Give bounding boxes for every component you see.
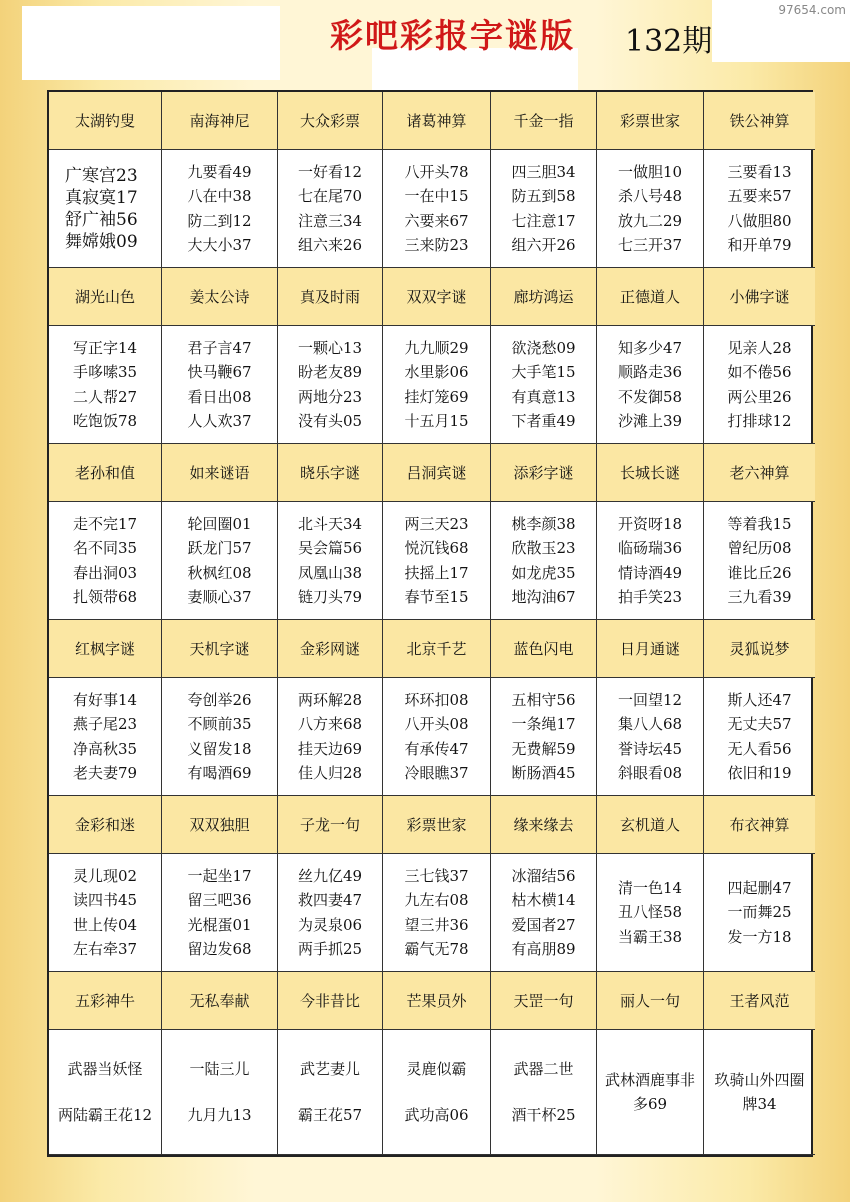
riddle-line: 枯木横14 xyxy=(511,891,576,909)
riddle-cell xyxy=(597,326,704,444)
column-header: 吕洞宾谜 xyxy=(383,444,491,502)
riddle-line: 挂灯笼69 xyxy=(404,387,469,406)
riddle-line: 四起删47 xyxy=(727,878,792,897)
riddle-line: 武器二世 xyxy=(513,1059,574,1078)
riddle-line: 曾纪历08 xyxy=(727,539,792,557)
riddle-line: 手哆嗦35 xyxy=(72,363,138,381)
riddle-line: 依旧和19 xyxy=(727,764,792,782)
riddle-line: 挂天边69 xyxy=(297,739,363,758)
riddle-line: 春节至15 xyxy=(404,588,469,606)
riddle-line: 大手笔15 xyxy=(511,363,576,381)
site-watermark: 97654.com xyxy=(778,3,846,17)
riddle-line: 知多少47 xyxy=(617,338,683,357)
riddle-line: 九要看49 xyxy=(187,162,252,181)
riddle-line: 真寂寞17 xyxy=(65,187,138,208)
riddle-line: 五要来57 xyxy=(727,187,792,205)
riddle-line: 无丈夫57 xyxy=(727,715,792,733)
riddle-line: 等着我15 xyxy=(727,514,792,533)
riddle-cell xyxy=(49,502,162,620)
riddle-line: 八在中38 xyxy=(187,187,252,205)
riddle-line: 临砀瑞36 xyxy=(617,539,683,557)
column-header: 老六神算 xyxy=(704,444,815,502)
riddle-line: 舒广袖56 xyxy=(65,209,138,230)
riddle-line: 十五月15 xyxy=(404,412,469,430)
riddle-line: 八做胆80 xyxy=(727,211,792,230)
column-header: 廊坊鸿运 xyxy=(491,268,597,326)
riddle-line: 两公里26 xyxy=(727,387,792,406)
riddle-line: 六要来67 xyxy=(404,211,469,230)
riddle-line: 舞嫦娥09 xyxy=(65,231,138,252)
column-header: 晓乐字谜 xyxy=(278,444,383,502)
riddle-line: 丑八怪58 xyxy=(617,903,683,922)
riddle-line: 没有头05 xyxy=(297,412,363,430)
riddle-line: 组六来26 xyxy=(297,236,363,254)
riddle-cell xyxy=(162,326,278,444)
riddle-cell xyxy=(49,326,162,444)
column-header: 今非昔比 xyxy=(278,972,383,1030)
column-header: 真及时雨 xyxy=(278,268,383,326)
riddle-line: 断肠酒45 xyxy=(511,764,576,782)
riddle-line: 三来防23 xyxy=(404,236,469,254)
riddle-line: 二人帮27 xyxy=(72,387,138,406)
riddle-cell xyxy=(704,854,815,972)
column-header: 彩票世家 xyxy=(383,796,491,854)
riddle-line: 广寒宫23 xyxy=(65,165,138,186)
riddle-line: 有真意13 xyxy=(511,387,576,406)
riddle-cell xyxy=(278,502,383,620)
column-header: 金彩和迷 xyxy=(49,796,162,854)
riddle-line: 扎领带68 xyxy=(72,588,138,606)
column-header: 红枫字谜 xyxy=(49,620,162,678)
riddle-line: 净高秋35 xyxy=(72,739,138,758)
riddle-line: 三九看39 xyxy=(727,588,792,606)
riddle-line: 和开单79 xyxy=(727,236,792,254)
riddle-line: 读四书45 xyxy=(72,891,138,909)
riddle-cell xyxy=(491,1030,597,1155)
riddle-table xyxy=(47,90,813,1157)
riddle-line: 见亲人28 xyxy=(727,338,792,357)
column-header: 千金一指 xyxy=(491,92,597,150)
riddle-line: 吃饱饭78 xyxy=(72,412,138,430)
column-header: 灵狐说梦 xyxy=(704,620,815,678)
riddle-cell xyxy=(597,502,704,620)
column-header: 双双独胆 xyxy=(162,796,278,854)
riddle-line: 八开头08 xyxy=(404,715,469,733)
riddle-cell xyxy=(49,1030,162,1155)
column-header: 五彩神牛 xyxy=(49,972,162,1030)
riddle-line: 无人看56 xyxy=(727,739,792,758)
riddle-cell xyxy=(597,150,704,268)
riddle-line: 丝九亿49 xyxy=(297,866,363,885)
riddle-line: 秋枫红08 xyxy=(187,563,252,582)
riddle-line: 环环扣08 xyxy=(404,690,469,709)
riddle-line: 一回望12 xyxy=(617,690,683,709)
riddle-cell xyxy=(383,502,491,620)
riddle-line: 沙滩上39 xyxy=(617,412,683,430)
column-header: 天罡一句 xyxy=(491,972,597,1030)
riddle-line: 跃龙门57 xyxy=(187,539,252,557)
riddle-line: 顺路走36 xyxy=(617,363,683,381)
riddle-line: 不发御58 xyxy=(617,387,683,406)
riddle-line: 两地分23 xyxy=(297,387,363,406)
riddle-line: 武功高06 xyxy=(404,1105,469,1124)
riddle-line: 如不倦56 xyxy=(727,363,792,381)
column-header: 太湖钓叟 xyxy=(49,92,162,150)
riddle-line: 谁比丘26 xyxy=(727,563,792,582)
riddle-line: 世上传04 xyxy=(72,915,138,934)
riddle-cell xyxy=(491,678,597,796)
page-title: 彩吧彩报字谜版 xyxy=(330,16,575,55)
riddle-line: 九左右08 xyxy=(404,891,469,909)
column-header: 老孙和值 xyxy=(49,444,162,502)
riddle-line: 欲浇愁09 xyxy=(511,338,576,357)
riddle-line: 武林酒鹿事非多69 xyxy=(604,1071,695,1113)
riddle-line: 斜眼看08 xyxy=(617,764,683,782)
riddle-cell xyxy=(49,854,162,972)
column-header: 南海神尼 xyxy=(162,92,278,150)
riddle-line: 爱国者27 xyxy=(511,915,576,934)
riddle-line: 悦沉钱68 xyxy=(404,539,469,557)
riddle-line: 三七钱37 xyxy=(404,866,469,885)
riddle-line: 八开头78 xyxy=(404,162,469,181)
riddle-line: 一在中15 xyxy=(404,187,469,205)
riddle-cell xyxy=(162,678,278,796)
riddle-line: 盼老友89 xyxy=(297,363,363,381)
column-header: 金彩网谜 xyxy=(278,620,383,678)
riddle-cell xyxy=(491,326,597,444)
riddle-line: 两三天23 xyxy=(404,514,469,533)
riddle-line: 情诗酒49 xyxy=(617,563,683,582)
column-header: 长城长谜 xyxy=(597,444,704,502)
column-header: 正德道人 xyxy=(597,268,704,326)
riddle-line: 光棍蛋01 xyxy=(187,915,252,934)
riddle-line: 链刀头79 xyxy=(297,588,363,606)
column-header: 姜太公诗 xyxy=(162,268,278,326)
riddle-cell xyxy=(491,502,597,620)
column-header: 芒果员外 xyxy=(383,972,491,1030)
issue-number: 132期 xyxy=(625,24,713,59)
riddle-line: 望三井36 xyxy=(404,915,469,934)
riddle-line: 水里影06 xyxy=(404,363,469,381)
riddle-line: 有高朋89 xyxy=(511,940,576,958)
riddle-line: 玖骑山外四圈牌34 xyxy=(714,1071,805,1113)
riddle-line: 放九二29 xyxy=(617,211,683,230)
riddle-line: 灵鹿似霸 xyxy=(406,1059,467,1078)
riddle-line: 一而舞25 xyxy=(727,903,792,922)
riddle-cell xyxy=(597,1030,704,1155)
riddle-line: 武器当妖怪 xyxy=(67,1059,143,1078)
riddle-cell xyxy=(49,678,162,796)
riddle-line: 妻顺心37 xyxy=(187,588,252,606)
column-header: 缘来缘去 xyxy=(491,796,597,854)
riddle-line: 一颗心13 xyxy=(297,338,363,357)
riddle-line: 四三胆34 xyxy=(511,162,576,181)
riddle-line: 八方来68 xyxy=(297,715,363,733)
riddle-cell xyxy=(278,678,383,796)
column-header: 北京千艺 xyxy=(383,620,491,678)
column-header: 布衣神算 xyxy=(704,796,815,854)
riddle-line: 两陆霸王花12 xyxy=(57,1105,153,1124)
column-header: 铁公神算 xyxy=(704,92,815,150)
riddle-line: 留边发68 xyxy=(187,940,252,958)
riddle-line: 老夫妻79 xyxy=(72,764,138,782)
riddle-line: 一陆三儿 xyxy=(189,1059,250,1078)
riddle-line: 如龙虎35 xyxy=(511,563,576,582)
riddle-line: 有好事14 xyxy=(72,690,138,709)
riddle-line: 七在尾70 xyxy=(297,187,363,205)
riddle-line: 当霸王38 xyxy=(617,927,683,946)
riddle-line: 下者重49 xyxy=(511,412,576,430)
column-header: 如来谜语 xyxy=(162,444,278,502)
riddle-line: 防二到12 xyxy=(187,211,252,230)
riddle-line: 杀八号48 xyxy=(617,187,683,205)
riddle-line: 人人欢37 xyxy=(187,412,252,430)
riddle-line: 桃李颜38 xyxy=(511,514,576,533)
riddle-line: 七注意17 xyxy=(511,211,576,230)
riddle-cell xyxy=(278,854,383,972)
riddle-cell xyxy=(383,678,491,796)
riddle-line: 清一色14 xyxy=(617,878,683,897)
column-header: 添彩字谜 xyxy=(491,444,597,502)
riddle-cell xyxy=(597,678,704,796)
riddle-line: 无费解59 xyxy=(511,739,576,758)
riddle-line: 有喝酒69 xyxy=(187,764,252,782)
riddle-line: 写正字14 xyxy=(72,338,138,357)
riddle-cell xyxy=(491,150,597,268)
riddle-cell xyxy=(383,1030,491,1155)
column-header: 蓝色闪电 xyxy=(491,620,597,678)
riddle-line: 走不完17 xyxy=(72,514,138,533)
riddle-cell xyxy=(383,150,491,268)
riddle-line: 两环解28 xyxy=(297,690,363,709)
riddle-line: 救四妻47 xyxy=(297,891,363,909)
riddle-line: 打排球12 xyxy=(727,412,792,430)
riddle-line: 吴会篇56 xyxy=(297,539,363,557)
riddle-cell xyxy=(162,854,278,972)
riddle-line: 大大小37 xyxy=(187,236,252,254)
riddle-line: 义留发18 xyxy=(187,739,252,758)
top-banner xyxy=(0,0,850,86)
riddle-line: 燕子尾23 xyxy=(72,715,138,733)
riddle-line: 组六开26 xyxy=(511,236,576,254)
riddle-line: 北斗天34 xyxy=(297,514,363,533)
riddle-line: 三要看13 xyxy=(727,162,792,181)
column-header: 子龙一句 xyxy=(278,796,383,854)
riddle-cell xyxy=(162,150,278,268)
riddle-cell xyxy=(491,854,597,972)
riddle-cell xyxy=(278,326,383,444)
riddle-line: 一好看12 xyxy=(297,162,363,181)
column-header: 大众彩票 xyxy=(278,92,383,150)
riddle-line: 霸王花57 xyxy=(297,1105,363,1124)
riddle-line: 防五到58 xyxy=(511,187,576,205)
riddle-line: 一条绳17 xyxy=(511,715,576,733)
riddle-line: 两手抓25 xyxy=(297,940,363,958)
riddle-line: 春出洞03 xyxy=(72,563,138,582)
column-header: 天机字谜 xyxy=(162,620,278,678)
riddle-line: 快马鞭67 xyxy=(187,363,252,381)
riddle-cell xyxy=(383,854,491,972)
riddle-line: 看日出08 xyxy=(187,387,252,406)
riddle-cell xyxy=(383,326,491,444)
riddle-line: 地沟油67 xyxy=(511,588,576,606)
riddle-line: 君子言47 xyxy=(187,338,252,357)
riddle-line: 夸创举26 xyxy=(187,690,252,709)
riddle-line: 霸气无78 xyxy=(404,940,469,958)
riddle-cell xyxy=(704,150,815,268)
column-header: 丽人一句 xyxy=(597,972,704,1030)
riddle-line: 欣散玉23 xyxy=(511,539,576,557)
column-header: 日月通谜 xyxy=(597,620,704,678)
riddle-line: 九九顺29 xyxy=(404,338,469,357)
riddle-line: 扶摇上17 xyxy=(404,563,469,582)
riddle-line: 誉诗坛45 xyxy=(617,739,683,758)
column-header: 无私奉献 xyxy=(162,972,278,1030)
riddle-line: 酒干杯25 xyxy=(511,1105,576,1124)
riddle-cell xyxy=(49,150,162,268)
riddle-line: 冰溜结56 xyxy=(511,866,576,885)
riddle-line: 斯人还47 xyxy=(727,690,792,709)
riddle-line: 九月九13 xyxy=(187,1105,252,1124)
riddle-line: 名不同35 xyxy=(72,539,138,557)
column-header: 玄机道人 xyxy=(597,796,704,854)
riddle-cell xyxy=(278,150,383,268)
riddle-line: 拍手笑23 xyxy=(617,588,683,606)
column-header: 彩票世家 xyxy=(597,92,704,150)
riddle-line: 开资呀18 xyxy=(617,514,683,533)
column-header: 王者风范 xyxy=(704,972,815,1030)
riddle-line: 注意三34 xyxy=(297,211,363,230)
riddle-line: 有承传47 xyxy=(404,739,469,758)
riddle-line: 集八人68 xyxy=(617,715,683,733)
riddle-cell xyxy=(704,678,815,796)
riddle-cell xyxy=(704,502,815,620)
riddle-cell xyxy=(162,502,278,620)
riddle-line: 一做胆10 xyxy=(617,162,683,181)
column-header: 小佛字谜 xyxy=(704,268,815,326)
riddle-line: 为灵泉06 xyxy=(297,915,363,934)
riddle-line: 一起坐17 xyxy=(187,866,252,885)
column-header: 湖光山色 xyxy=(49,268,162,326)
riddle-cell xyxy=(704,326,815,444)
riddle-line: 留三吧36 xyxy=(187,891,252,909)
column-header: 双双字谜 xyxy=(383,268,491,326)
riddle-line: 灵儿现02 xyxy=(72,866,138,885)
riddle-line: 七三开37 xyxy=(617,236,683,254)
riddle-cell xyxy=(278,1030,383,1155)
riddle-cell xyxy=(162,1030,278,1155)
riddle-line: 凤凰山38 xyxy=(297,563,363,582)
riddle-line: 轮回圈01 xyxy=(187,514,252,533)
blank-area-left xyxy=(22,6,280,80)
riddle-line: 冷眼瞧37 xyxy=(404,764,469,782)
riddle-line: 武艺妻儿 xyxy=(299,1059,360,1078)
riddle-cell xyxy=(597,854,704,972)
riddle-line: 左右牵37 xyxy=(72,940,138,958)
riddle-line: 不顾前35 xyxy=(187,715,252,733)
riddle-line: 五相守56 xyxy=(511,690,576,709)
column-header: 诸葛神算 xyxy=(383,92,491,150)
riddle-line: 发一方18 xyxy=(727,927,792,946)
riddle-cell xyxy=(704,1030,815,1155)
riddle-line: 佳人归28 xyxy=(297,764,363,782)
